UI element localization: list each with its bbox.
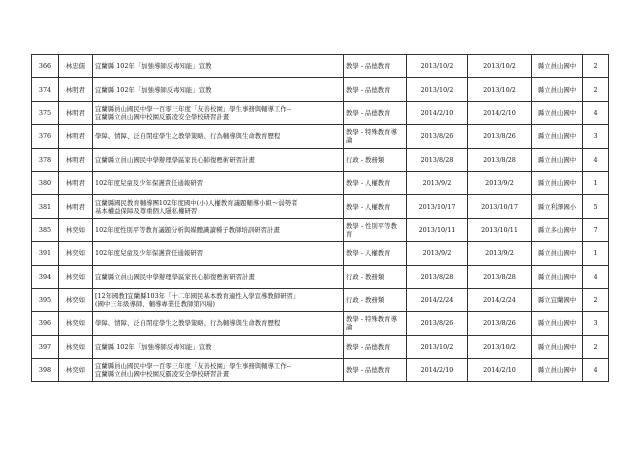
teacher-name-cell: 林明君 — [59, 101, 93, 124]
start-date-cell: 2013/8/26 — [407, 312, 468, 335]
course-title-cell: [12年國教]宜蘭縣103年「十二年國民基本教育適性入學宣導教師研習」 (國中三年級導師、輔導專業任教師第四場) — [93, 288, 344, 311]
start-date-cell: 2013/9/2 — [407, 171, 468, 194]
start-date-cell: 2013/10/2 — [407, 55, 468, 78]
start-date-cell: 2013/8/26 — [407, 125, 468, 148]
training-records-table — [31, 54, 609, 382]
school-cell: 縣立宜蘭國中 — [532, 288, 583, 311]
record-number-cell: 381 — [32, 195, 59, 218]
start-date-cell: 2014/2/10 — [407, 359, 468, 382]
end-date-cell: 2013/8/26 — [468, 312, 532, 335]
hours-cell: 7 — [583, 218, 609, 241]
end-date-cell: 2014/2/10 — [468, 101, 532, 124]
hours-cell: 4 — [583, 101, 609, 124]
school-cell: 縣立員山國中 — [532, 265, 583, 288]
school-cell: 縣立員山國中 — [532, 171, 583, 194]
hours-cell: 2 — [583, 288, 609, 311]
school-cell: 縣立多山國中 — [532, 218, 583, 241]
hours-cell: 3 — [583, 125, 609, 148]
start-date-cell: 2013/10/2 — [407, 335, 468, 358]
category-cell: 教學 - 人權教育 — [344, 195, 407, 218]
end-date-cell: 2014/2/10 — [468, 359, 532, 382]
teacher-name-cell: 林奕如 — [59, 242, 93, 265]
hours-cell: 4 — [583, 148, 609, 171]
record-number-cell: 391 — [32, 242, 59, 265]
category-cell: 教學 - 人權教育 — [344, 242, 407, 265]
course-title-cell: 102年度兒童及少年保護責任通報研習 — [93, 242, 344, 265]
record-number-cell: 374 — [32, 78, 59, 101]
teacher-name-cell: 林明君 — [59, 195, 93, 218]
start-date-cell: 2013/10/2 — [407, 78, 468, 101]
table-row — [32, 195, 609, 218]
table-row — [32, 335, 609, 358]
record-number-cell: 380 — [32, 171, 59, 194]
course-title-cell: 學障、情障、泛自閉症學生之教學策略、行為輔導與生命教育歷程 — [93, 312, 344, 335]
school-cell: 縣立員山國中 — [532, 359, 583, 382]
table-row — [32, 125, 609, 148]
table-row — [32, 55, 609, 78]
start-date-cell: 2014/2/10 — [407, 101, 468, 124]
course-title-cell: 102年度性別平等教育議題分析與媒體識讀種子教師培訓研習計畫 — [93, 218, 344, 241]
school-cell: 縣立員山國中 — [532, 101, 583, 124]
hours-cell: 4 — [583, 265, 609, 288]
table-body — [32, 55, 609, 382]
teacher-name-cell: 林奕如 — [59, 312, 93, 335]
category-cell: 教學 - 品德教育 — [344, 359, 407, 382]
category-cell: 教學 - 人權教育 — [344, 171, 407, 194]
table-row — [32, 242, 609, 265]
record-number-cell: 376 — [32, 125, 59, 148]
teacher-name-cell: 林明君 — [59, 148, 93, 171]
record-number-cell: 385 — [32, 218, 59, 241]
end-date-cell: 2013/10/2 — [468, 55, 532, 78]
course-title-cell: 102年度兒童及少年保護責任通報研習 — [93, 171, 344, 194]
record-number-cell: 375 — [32, 101, 59, 124]
school-cell: 縣立員山國中 — [532, 242, 583, 265]
course-title-cell: 宜蘭縣 102年「加強導師反毒知能」宣教 — [93, 78, 344, 101]
category-cell: 教學 - 品德教育 — [344, 55, 407, 78]
start-date-cell: 2013/10/11 — [407, 218, 468, 241]
school-cell: 縣立員山國中 — [532, 148, 583, 171]
teacher-name-cell: 林明君 — [59, 171, 93, 194]
category-cell: 教學 - 性別平等教 育 — [344, 218, 407, 241]
record-number-cell: 378 — [32, 148, 59, 171]
table-row — [32, 148, 609, 171]
course-title-cell: 宜蘭縣員山國民中學一百零三年度「友善校園」學生事務與輔導工作-- 宜蘭縣立員山國中校園反霸凌安全學校研習計畫 — [93, 359, 344, 382]
hours-cell: 2 — [583, 78, 609, 101]
start-date-cell: 2013/8/28 — [407, 148, 468, 171]
start-date-cell: 2013/8/28 — [407, 265, 468, 288]
teacher-name-cell: 林奕如 — [59, 359, 93, 382]
record-number-cell: 396 — [32, 312, 59, 335]
end-date-cell: 2014/2/24 — [468, 288, 532, 311]
school-cell: 縣立員山國中 — [532, 335, 583, 358]
course-title-cell: 宜蘭縣立員山國民中學辦理學區家長心肺復甦術研習計畫 — [93, 265, 344, 288]
end-date-cell: 2013/8/28 — [468, 265, 532, 288]
record-number-cell: 397 — [32, 335, 59, 358]
end-date-cell: 2013/10/2 — [468, 335, 532, 358]
school-cell: 縣立員山國中 — [532, 55, 583, 78]
school-cell: 縣立員山國中 — [532, 125, 583, 148]
hours-cell: 5 — [583, 195, 609, 218]
start-date-cell: 2014/2/24 — [407, 288, 468, 311]
teacher-name-cell: 林奕如 — [59, 218, 93, 241]
teacher-name-cell: 林忠儒 — [59, 55, 93, 78]
record-number-cell: 394 — [32, 265, 59, 288]
course-title-cell: 宜蘭縣員山國民中學一百零三年度「友善校園」學生事務與輔導工作-- 宜蘭縣立員山國中校園反霸凌安全學校研習計畫 — [93, 101, 344, 124]
table-row — [32, 218, 609, 241]
start-date-cell: 2013/10/17 — [407, 195, 468, 218]
end-date-cell: 2013/8/26 — [468, 125, 532, 148]
school-cell: 縣立員山國中 — [532, 78, 583, 101]
category-cell: 教學 - 特殊教育導 論 — [344, 125, 407, 148]
record-number-cell: 395 — [32, 288, 59, 311]
course-title-cell: 宜蘭縣國民教育輔導團102年度國中(小)人權教育議題輔導小組～弱勢者 基本權益保障及尊重個人隱私權研習 — [93, 195, 344, 218]
table-row — [32, 101, 609, 124]
course-title-cell: 學障、情障、泛自閉症學生之教學策略、行為輔導與生命教育歷程 — [93, 125, 344, 148]
category-cell: 行政 - 教務類 — [344, 288, 407, 311]
category-cell: 教學 - 品德教育 — [344, 335, 407, 358]
table-row — [32, 78, 609, 101]
category-cell: 教學 - 品德教育 — [344, 101, 407, 124]
end-date-cell: 2013/9/2 — [468, 171, 532, 194]
end-date-cell: 2013/8/28 — [468, 148, 532, 171]
teacher-name-cell: 林奕如 — [59, 265, 93, 288]
category-cell: 教學 - 品德教育 — [344, 78, 407, 101]
teacher-name-cell: 林明君 — [59, 125, 93, 148]
end-date-cell: 2013/10/17 — [468, 195, 532, 218]
start-date-cell: 2013/9/2 — [407, 242, 468, 265]
teacher-name-cell: 林奕如 — [59, 288, 93, 311]
course-title-cell: 宜蘭縣立員山國民中學辦理學區家長心肺復甦術研習計畫 — [93, 148, 344, 171]
hours-cell: 3 — [583, 312, 609, 335]
hours-cell: 4 — [583, 359, 609, 382]
category-cell: 行政 - 教務類 — [344, 265, 407, 288]
end-date-cell: 2013/9/2 — [468, 242, 532, 265]
table-row — [32, 171, 609, 194]
record-number-cell: 366 — [32, 55, 59, 78]
table-row — [32, 312, 609, 335]
table-row — [32, 288, 609, 311]
hours-cell: 1 — [583, 171, 609, 194]
school-cell: 縣立利澤國小 — [532, 195, 583, 218]
record-number-cell: 398 — [32, 359, 59, 382]
course-title-cell: 宜蘭縣 102年「加強導師反毒知能」宣教 — [93, 335, 344, 358]
course-title-cell: 宜蘭縣 102年「加強導師反毒知能」宣教 — [93, 55, 344, 78]
category-cell: 行政 - 教務類 — [344, 148, 407, 171]
end-date-cell: 2013/10/11 — [468, 218, 532, 241]
category-cell: 教學 - 特殊教育導 論 — [344, 312, 407, 335]
hours-cell: 2 — [583, 55, 609, 78]
end-date-cell: 2013/10/2 — [468, 78, 532, 101]
table-row — [32, 265, 609, 288]
table-row — [32, 359, 609, 382]
teacher-name-cell: 林明君 — [59, 78, 93, 101]
hours-cell: 1 — [583, 242, 609, 265]
teacher-name-cell: 林奕如 — [59, 335, 93, 358]
school-cell: 縣立員山國中 — [532, 312, 583, 335]
hours-cell: 2 — [583, 335, 609, 358]
